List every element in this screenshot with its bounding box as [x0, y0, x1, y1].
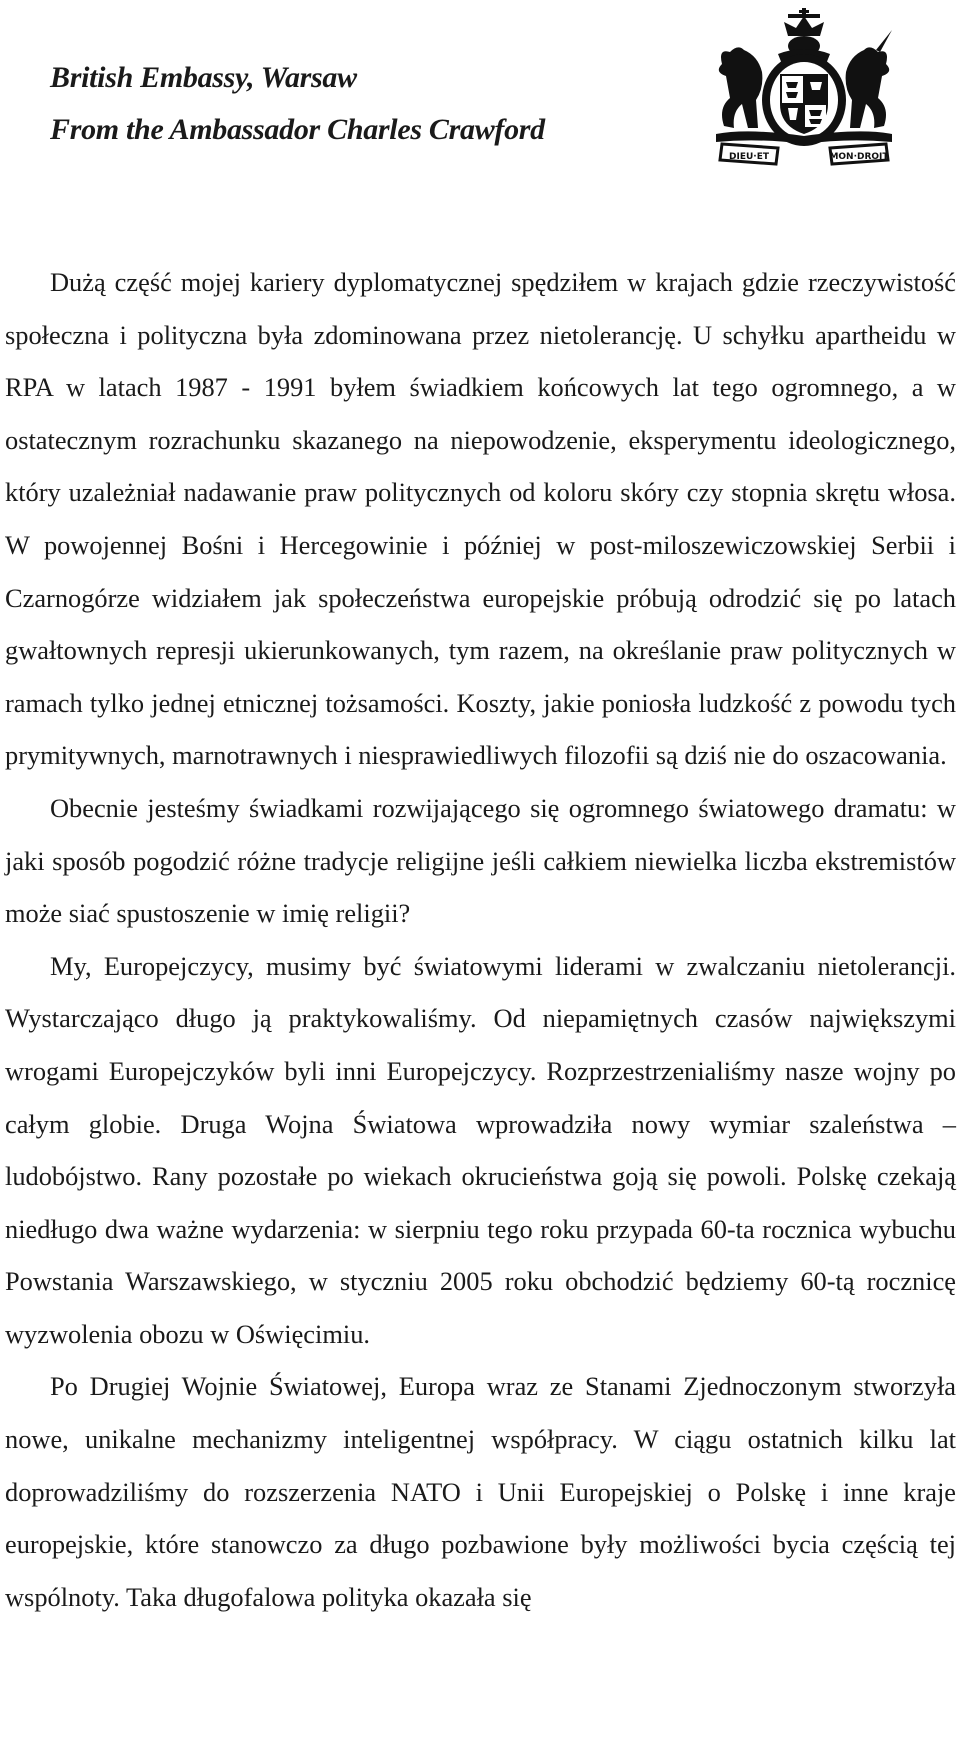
royal-coat-of-arms-icon — [708, 8, 900, 168]
paragraph: Po Drugiej Wojnie Światowej, Europa wraz ze Stanami Zjednoczonym stworzyła nowe, unikalne mechanizmy inteligentnej współpracy. W ciągu ostatnich kilku lat doprowadziliśmy do rozszerzenia NATO i Unii Europejskiej o Polskę i inne kraje europejskie, które stanowczo za długo pozbawione były możliwości bycia częścią tej wspólnoty. Taka długofalowa polityka okazała się — [5, 1371, 956, 1612]
header-ambassador-line: From the Ambassador Charles Crawford — [50, 113, 545, 146]
paragraph: My, Europejczycy, musimy być światowymi liderami w zwalczaniu nietolerancji. Wystarczająco długo ją praktykowaliśmy. Od niepamiętnych czasów największymi wrogami Europejczyków byli inni Europejczycy. Rozprzestrzenialiśmy nasze wojny po całym globie. Druga Wojna Światowa wprowadziła nowy wymiar szaleństwa – ludobójstwo. Rany pozostałe po wiekach okrucieństwa goją się powoli. Polskę czekają niedługo dwa ważne wydarzenia: w sierpniu tego roku przypada 60-ta rocznica wybuchu Powstania Warszawskiego, w styczniu 2005 roku obchodzić będziemy 60-tą rocznicę wyzwolenia obozu w Oświęcimiu. — [5, 950, 956, 1349]
paragraph: Dużą część mojej kariery dyplomatycznej spędziłem w krajach gdzie rzeczywistość społeczna i polityczna była zdominowana przez nietolerancję. U schyłku apartheidu w RPA w latach 1987 - 1991 byłem świadkiem końcowych lat tego ogromnego, a w ostatecznym rozrachunku skazanego na niepowodzenie, eksperymentu ideologicznego, który uzależniał nadawanie praw politycznych od koloru skóry czy stopnia skrętu włosa. W powojennej Bośni i Hercegowinie i później w post-miloszewiczowskiej Serbii i Czarnogórze widziałem jak społeczeństwa europejskie próbują odrodzić się po latach gwałtownych represji ukierunkowanych, tym razem, na określanie praw politycznych w ramach tylko jednej etnicznej tożsamości. Koszty, jakie poniosła ludzkość z powodu tych prymitywnych, marnotrawnych i niesprawiedliwych filozofii są dziś nie do oszacowania. — [5, 267, 956, 771]
header-embassy-line: British Embassy, Warsaw — [50, 61, 357, 94]
crest-motto-right: MON·DROIT — [829, 152, 889, 162]
paragraph: Obecnie jesteśmy świadkami rozwijającego się ogromnego światowego dramatu: w jaki sposób pogodzić różne tradycje religijne jeśli całkiem niewielka liczba ekstremistów może siać spustoszenie w imię religii? — [5, 792, 956, 929]
letter-header — [50, 52, 545, 156]
letter-body — [5, 256, 956, 1623]
crest-motto-left: DIEU·ET — [729, 152, 769, 162]
